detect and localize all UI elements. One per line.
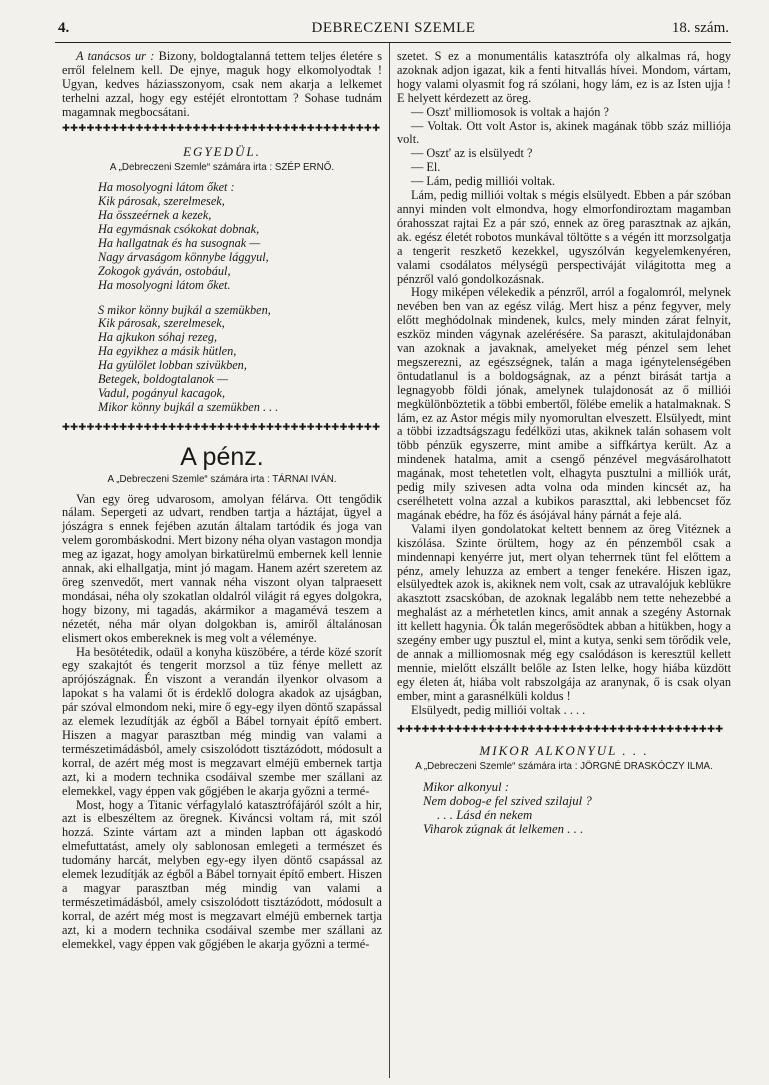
- intro-text: Bizony, boldogtalanná tettem teljes életére s erről felelnem kell. De ejnye, maguk hogy elkomolyodtak ! Ugyan, kedves háziasszonyom, csak nem akarja a lelkemet terhelni azzal, hogy egy estéjét elrontottam ? Sohase tudnám magamnak megbocsátani.: [62, 49, 382, 119]
- header-rule: [55, 42, 731, 43]
- article-paragraph: Hogy miképen vélekedik a pénzről, arról a fogalomról, melynek nevében ben van az egész világ. Mert hisz a pénz fegyver, mely előtt meghódolnak mindenek, kulcs, mely minden zárat felnyit, eszköz minden vágynak azelérésére. Sa paraszt, akitulajdonában van azoknak a javaknak, amelyeket még pénzel sem lehet megszerezni, az egészségnek, talán a maga igénytelenségében öntudatlanul is a boldogságnak, az a pénzt birását tartja a legnagyobb földi jónak, amelynek tulajdonosát az ő milliói megkülönböztetik a többi embertől, fölébe emelik a hatalmaknak. S lám, ez az Astor mégis mily nyomorultan elveszett. Elsülyedt, mint a többi izzadtságszagu fedélközi utas, akiknek talán sohasem volt több pénzük egyszerre, mint amibe a siffkártya került. Az a mindenek hatalma, amit a csengő pénzével megvásárolhatott magának, most tehetetlen volt, elhagyta pusztulni a milliók urát, pedig mily szivesen adta volna oda minden kincsét az, ha cserélhetett volna azzal a kubikos paraszttal, aki lebbencset főz magának ebédre, ha főz és ásójával hány párnát a feje alá.: [397, 285, 731, 522]
- issue-number: 18. szám.: [671, 20, 729, 36]
- poem-line: Ha gyülölet lobban szivükben,: [98, 358, 247, 373]
- poem-line: Viharok zúgnak át lelkemen . . .: [423, 822, 584, 837]
- poem-line: Nem dobog-e fel szived szilajul ?: [423, 794, 592, 809]
- poem-line: . . . Lásd én nekem: [437, 808, 533, 823]
- article-paragraph: Most, hogy a Titanic vérfagylaló katasztrófájáról szólt a hir, azt is elbeszéltem az öregnek. Kiváncsi voltam rá, mit szól hozzá. Szinte vártam azt a minden lapban ott ágaskodó elmefuttatást, amely oly sablonosan emlegeti a természet és tudomány harcát, melyben egy-egy ilyen döntő csapással az elemek lezudítják az égből a Bábel tornyait építő embert. Hiszen a magyar parasztban még mindig van valami a természetimádásból, amely csiszolódott tisztázódott, módosult a korral, de azért még most is megzavart elméjü embernek tartja azt, ki a modern technika csodáival szembe mer szállani az elemekkel, vagy éppen vak gőgjében le akarja győzni a termé-: [62, 797, 382, 951]
- article-paragraph: Elsülyedt, pedig milliói voltak . . . .: [411, 702, 586, 717]
- article-title: A pénz.: [180, 442, 264, 471]
- poem-stanza: [397, 780, 731, 836]
- poem-stanza-2: [62, 304, 382, 415]
- article-paragraph: szetet. S ez a monumentális katasztrófa oly alkalmas rá, hogy azoknak adjon igazat, kik a fenti hitvallás hívei. Mondom, vártam, hogy valami olyasmit fog rá szólani, hogy lám, ez is az Isten ujja ! E helyett kérdezett az öreg.: [397, 49, 731, 105]
- intro-speaker: A tanácsos ur :: [76, 49, 155, 63]
- poem-line: Zokogok gyáván, ostobául,: [98, 263, 231, 278]
- poem-byline: A „Debreczeni Szemle“ számára irta : SZÉP ERNŐ.: [109, 162, 335, 174]
- dialogue-line: — El.: [411, 160, 441, 175]
- right-column: [397, 50, 731, 836]
- article-byline: A „Debreczeni Szemle“ számára irta : TÁRNAI IVÁN.: [107, 473, 337, 485]
- poem-line: Kik párosak, szerelmesek,: [98, 194, 225, 209]
- poem-line: Ha mosolyogni látom őket :: [98, 180, 235, 195]
- article-paragraph: Lám, pedig milliói voltak s mégis elsülyedt. Ebben a pár szóban annyi minden volt elmondva, hogy elmorfondiroztam magamban órahosszat rajtai Ez a pár szó, ennek az öreg parasztnak az ajkán, ak. egész életét robotos munkával töltötte s a végén itt morzsolgatja a tengerit reszkető kezekkel, ugyszólván kegyelemkenyéren, valami csodálatos mélységü perspectiváját világitotta meg a pénzről való gondolkozásnak.: [397, 188, 731, 286]
- ornament-divider: ✚✚✚✚✚✚✚✚✚✚✚✚✚✚✚✚✚✚✚✚✚✚✚✚✚✚✚✚✚✚✚✚✚✚✚✚✚✚✚✚: [397, 723, 724, 735]
- page-number: 4.: [58, 20, 70, 36]
- dialogue-line: — Oszt' az is elsülyedt ?: [411, 146, 533, 161]
- poem-title-2: MIKOR ALKONYUL . . .: [479, 743, 649, 759]
- dialogue-line: — Voltak. Ott volt Astor is, akinek magának több száz milliója volt.: [397, 118, 731, 147]
- ornament-divider: ✚✚✚✚✚✚✚✚✚✚✚✚✚✚✚✚✚✚✚✚✚✚✚✚✚✚✚✚✚✚✚✚✚✚✚✚✚✚✚: [62, 122, 381, 134]
- poem-line: Vadul, pogányul kacagok,: [98, 385, 226, 400]
- article-paragraph: Ha besötétedik, odaül a konyha küszöbére, a térde közé szorít egy szakajtót és tengerit morzsol a tüz fénye mellett az aprójószágnak. Én viszont a verandán ilyenkor olvasom a lapokat s ha valami őt is érdeklő dologra akadok az ujságban, pár szóval elmondom neki, mire ő egy-egy ilyen döntő szapással az elemek lezudítják az égből a Bábel tornyait építő embert. Hiszen a magyar parasztban még mindig van valami a természetimádásból, amely csiszolódott tisztázódott, módosult a korral, de azért még most is megzavart elméjü embernek tartja azt, ki a modern technika csodáival szembe mer szállani az elemekkel, vagy éppen vak gőgjében le akarja győzni a termé-: [62, 644, 382, 798]
- page-header: [58, 18, 729, 44]
- poem-title: EGYEDÜL.: [183, 144, 261, 160]
- article-paragraph: Van egy öreg udvarosom, amolyan félárva. Ott tengődik nálam. Sepergeti az udvart, rendben tartja a háztájat, ügyel a jószágra s ennek fejében azután általam tartódik és joga van velem gorombáskodni. Mert bizony néha olyan vastagon mondja meg az igazat, hogy amolyan birkatürelmü embernek kell lennie annak, aki elhallgatja, mint jó magam. Hanem azért szeretem az öreg szenvedőt, mert vannak néha viszont olyan talpraesett mondásai, néha oly szokatlan oldalról világit rá egyes dolgokra, hogy bizony, mi tagadás, akármikor a magamévá teszem a nézetét, néha már olyan dolgokban is, amiről általánosan elismert okos embereknek is meg volt a véleménye.: [62, 491, 382, 645]
- poem-line: Ha összeérnek a kezek,: [98, 208, 212, 223]
- poem-line: Kik párosak, szerelmesek,: [98, 316, 225, 331]
- left-column: [62, 50, 382, 951]
- article-paragraph: Valami ilyen gondolatokat keltett bennem az öreg Vitéznek a kiszólása. Szinte örültem, hogy az én pénzemből csak a mindennapi kenyérre jut, mert olyan teherrnek tünt fel előttem a pénz, amely lehuzza az embert a tenger fenekére. Hiszen igaz, elsülyedtek azok is, akiknek nem volt, csak az utravalójuk keblükre akasztott zsacskóban, de azoknak legalább nem tette nehezebbé a meghalást az a mérhetetlen kincs, amit annak a szegény Astornak itt kellett hagynia. Ők talán megerősödtek abban a hitükben, hogy a szegény ember ugy pusztul el, mint a kutya, senki sem törődik vele, de annak a milliomosnak még egy csalódáson is keresztül kellett mennie, mielőtt elszállt belőle az Isten lelke, hogy hiába küzdött egy életen át, hiába volt rabszolgája az aranynak, ő is csak olyan ember, mint a garasnélküli koldus !: [397, 521, 731, 703]
- poem-line: Nagy árvaságom könnybe lággyul,: [98, 249, 269, 264]
- poem-line: Mikor könny bujkál a szemükben . . .: [98, 399, 279, 414]
- intro-paragraph: [62, 50, 382, 120]
- poem-line: Ha egyikhez a másik hütlen,: [98, 344, 237, 359]
- ornament-divider: ✚✚✚✚✚✚✚✚✚✚✚✚✚✚✚✚✚✚✚✚✚✚✚✚✚✚✚✚✚✚✚✚✚✚✚✚✚✚✚: [62, 421, 381, 433]
- poem-line: Ha hallgatnak és ha susognak —: [98, 235, 261, 250]
- poem-line: Ha egymásnak csókokat dobnak,: [98, 221, 260, 236]
- column-divider: [389, 43, 390, 1078]
- poem-stanza-1: [62, 181, 382, 292]
- poem-line: Ha mosolyogni látom őket.: [98, 277, 231, 292]
- dialogue-line: — Oszt' milliomosok is voltak a hajón ?: [411, 104, 609, 119]
- poem-byline-2: A „Debreczeni Szemle“ számára irta : JÖRGNÉ DRASKÓCZY ILMA.: [415, 761, 713, 773]
- journal-title: DEBRECZENI SZEMLE: [311, 20, 476, 36]
- poem-line: Mikor alkonyul :: [423, 780, 509, 795]
- poem-line: Betegek, boldogtalanok —: [98, 372, 229, 387]
- dialogue-line: — Lám, pedig milliói voltak.: [411, 174, 556, 189]
- poem-line: S mikor könny bujkál a szemükben,: [98, 302, 271, 317]
- poem-line: Ha ajkukon sóhaj rezeg,: [98, 330, 218, 345]
